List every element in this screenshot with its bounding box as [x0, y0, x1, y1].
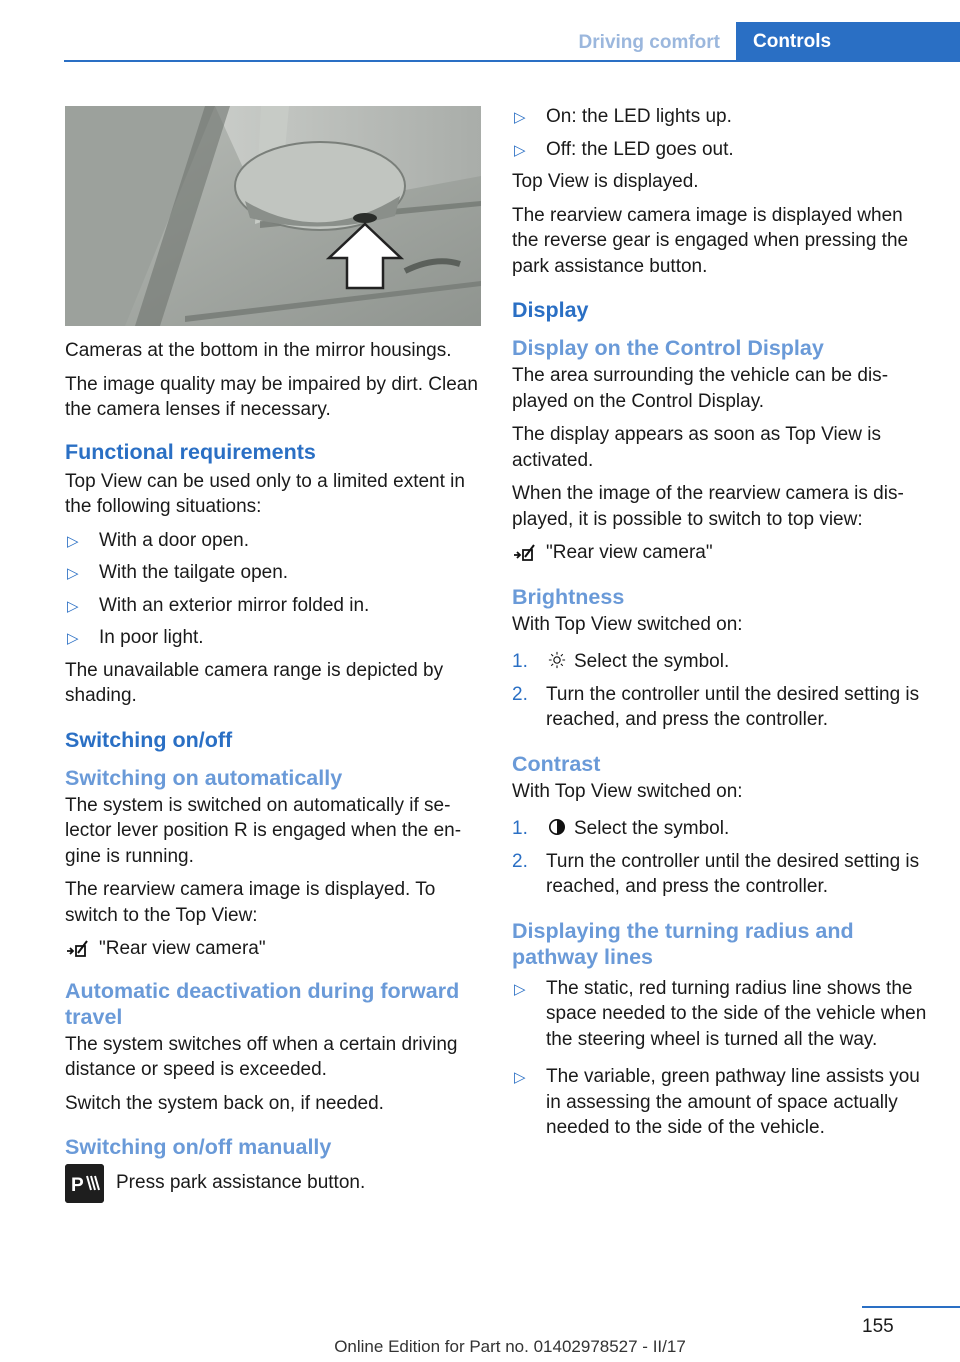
list-item: 2. Turn the controller until the desired setting is reached, and press the controller.: [512, 850, 920, 897]
led-list: [512, 104, 932, 162]
list-item: ▷ On: the LED lights up.: [512, 104, 932, 130]
edition-footer: Online Edition for Part no. 01402978527 - II/17: [334, 1337, 686, 1356]
list-item: ▷ The variable, green pathway line assists you in assessing the amount of space actually needed to the side of the vehicle.: [514, 1066, 920, 1138]
rearview-reverse-text: The rearview camera image is displayed when the reverse gear is engaged when pressing the park assistance button.: [512, 204, 909, 277]
contrast-icon: [546, 818, 568, 836]
switch-top-view-text: When the image of the rearview camera is displayed, it is possible to switch to top view:: [512, 483, 904, 530]
park-assist-button-icon: [65, 1164, 104, 1203]
footer-rule: [862, 1306, 960, 1308]
brightness-sun-icon: [546, 651, 568, 669]
heading-contrast: Contrast: [512, 751, 601, 776]
heading-switching-manually: Switching on/off manually: [65, 1135, 332, 1159]
list-item: 1. Select the symbol.: [512, 651, 730, 672]
header-chapter-tab: Controls: [736, 22, 960, 62]
topview-displayed-text: Top View is displayed.: [512, 171, 699, 192]
park-assist-instruction: P Press park assistance button.: [65, 1170, 483, 1212]
dirt-note: The image quality may be impaired by dirt. Clean the camera lenses if necessary.: [65, 373, 478, 420]
heading-turning-radius: Displaying the turning radius and pathway lines: [512, 918, 854, 969]
list-item: ▷ With the tailgate open.: [65, 560, 483, 586]
page-header: [0, 0, 960, 64]
triangle-bullet-icon: ▷: [67, 597, 79, 615]
brightness-intro: With Top View switched on:: [512, 613, 743, 635]
header-section-title: Driving comfort: [578, 32, 720, 53]
heading-display-control-display: Display on the Control Display: [512, 336, 824, 360]
mirror-camera-photo: [65, 106, 481, 326]
contrast-intro: With Top View switched on:: [512, 780, 743, 802]
display-appears-text: The display appears as soon as Top View is activated.: [512, 424, 881, 471]
functional-list: [65, 528, 483, 651]
heading-switching-on-off: Switching on/off: [65, 727, 233, 752]
camera-switch-icon: [65, 939, 91, 959]
triangle-bullet-icon: ▷: [514, 1069, 526, 1086]
photo-caption: Cameras at the bottom in the mirror housings.: [65, 340, 452, 361]
list-item: ▷ In poor light.: [65, 625, 483, 651]
heading-switching-on-automatically: Switching on automatically: [65, 765, 343, 790]
triangle-bullet-icon: ▷: [514, 980, 526, 998]
list-item: ▷ The static, red turning radius line shows the space needed to the side of the vehicle when the steering wheel is turned all the way.: [514, 977, 927, 1050]
triangle-bullet-icon: ▷: [514, 141, 526, 159]
rear-view-camera-menu-item: "Rear view camera": [65, 936, 483, 962]
deactivation-text: The system switches off when a certain driving distance or speed is exceeded.: [65, 1033, 458, 1080]
switch-back-text: Switch the system back on, if needed.: [65, 1092, 384, 1114]
svg-text:P: P: [71, 1175, 84, 1196]
auto-switch-text: The system is switched on automatically if selector lever position R is engaged when the engine is running.: [65, 794, 462, 867]
contrast-steps: [512, 816, 932, 900]
page-number: 155: [862, 1316, 894, 1337]
brightness-steps: [512, 649, 932, 733]
triangle-bullet-icon: ▷: [67, 532, 79, 550]
heading-display: Display: [512, 298, 589, 322]
right-column: [512, 104, 932, 1148]
left-column: [65, 106, 483, 1212]
list-item: 2. Turn the controller until the desired setting is reached, and press the controller.: [512, 683, 920, 730]
list-item: ▷ Off: the LED goes out.: [512, 137, 932, 163]
surrounding-area-text: The area surrounding the vehicle can be displayed on the Control Display.: [512, 365, 889, 412]
triangle-bullet-icon: ▷: [514, 109, 526, 126]
unavailable-range-note: The unavailable camera range is depicted by shading.: [65, 659, 444, 706]
header-rule: [64, 60, 960, 62]
list-item: 1. Select the symbol.: [512, 818, 730, 839]
rearview-displayed-text: The rearview camera image is displayed. To switch to the Top View:: [65, 879, 436, 926]
camera-switch-icon: [512, 543, 538, 563]
rear-view-camera-menu-item: "Rear view camera": [512, 540, 932, 566]
functional-intro: Top View can be used only to a limited extent in the following situations:: [65, 470, 465, 517]
heading-functional-requirements: Functional requirements: [65, 439, 316, 464]
triangle-bullet-icon: ▷: [67, 630, 79, 647]
list-item: ▷ With an exterior mirror folded in.: [65, 593, 483, 619]
triangle-bullet-icon: ▷: [67, 565, 79, 582]
heading-automatic-deactivation: Automatic deactivation during forward travel: [65, 978, 460, 1029]
turning-list: [512, 976, 932, 1141]
heading-brightness: Brightness: [512, 584, 625, 609]
list-item: ▷ With a door open.: [65, 528, 483, 554]
